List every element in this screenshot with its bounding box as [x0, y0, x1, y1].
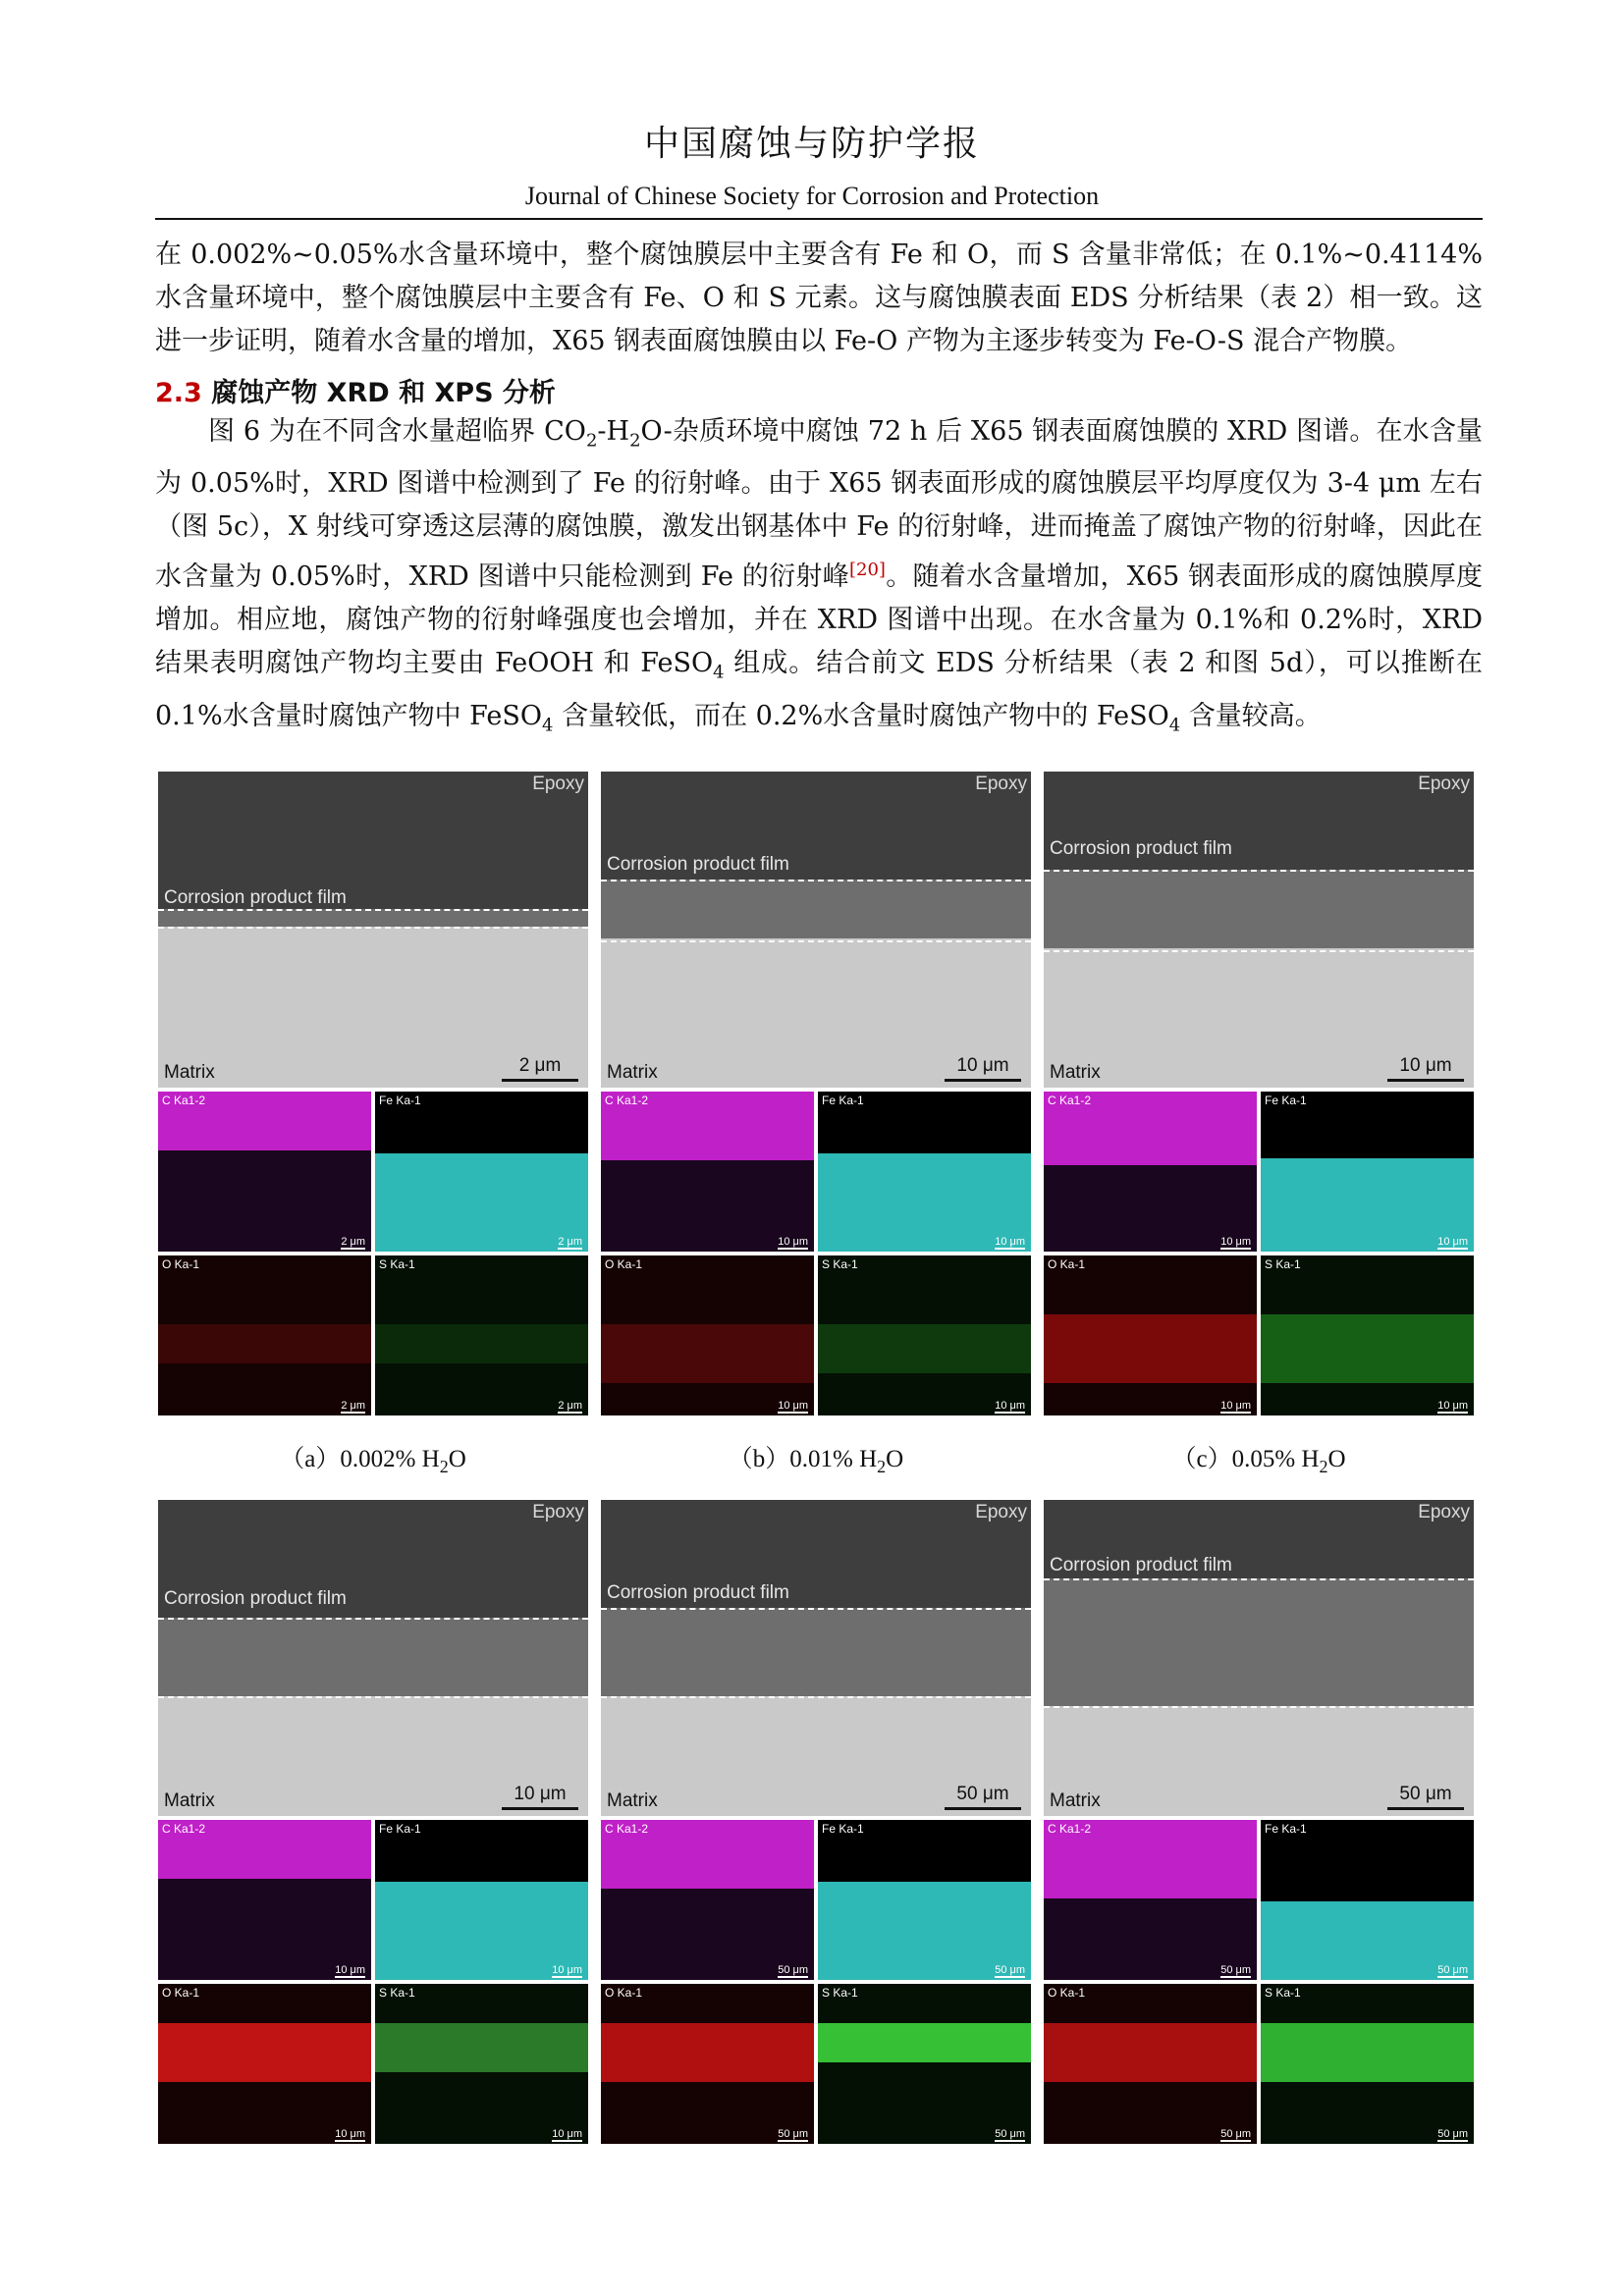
film-region	[158, 909, 588, 927]
matrix-label: Matrix	[607, 1790, 658, 1811]
film-label: Corrosion product film	[1050, 1555, 1232, 1575]
eds-maps	[158, 1820, 588, 2144]
eds-map-carbon: C Ka1-2 50 μm	[1044, 1820, 1257, 1980]
section-number: 2.3	[155, 378, 202, 408]
figure-panel-caption: （b）0.01% $H_2O$	[728, 1446, 904, 1476]
eds-map-iron: Fe Ka-1 2 μm	[375, 1092, 588, 1252]
paragraph-1: 在 0.002%~0.05%水含量环境中，整个腐蚀膜层中主要含有 Fe 和 O，而 S 含量非常低；在 0.1%~0.4114%水含量环境中，整个腐蚀膜层中主要含有 Fe、O 和 S 元素。这与腐蚀膜表面 EDS 分析结果（表 2）相一致。这进一步证明，随着水含量的增加，X65 钢表面腐蚀膜由以 Fe-O 产物为主逐步转变为 Fe-O-S 混合产物膜。	[155, 240, 1483, 356]
scale-bar: 10 μm	[945, 1055, 1021, 1082]
sem-cross-section-image	[601, 1500, 1031, 1816]
eds-map-sulfur: S Ka-1 50 μm	[1261, 1984, 1474, 2144]
film-boundary-top	[1044, 1578, 1474, 1580]
eds-maps	[1044, 1820, 1474, 2144]
eds-map-oxygen: O Ka-1 10 μm	[1044, 1255, 1257, 1415]
film-boundary-top	[601, 880, 1031, 881]
figure-panel	[158, 772, 588, 1415]
matrix-label: Matrix	[607, 1062, 658, 1083]
film-boundary-bottom	[1044, 950, 1474, 952]
eds-map-carbon: C Ka1-2 2 μm	[158, 1092, 371, 1252]
film-label: Corrosion product film	[164, 887, 347, 908]
eds-map-sulfur: S Ka-1 2 μm	[375, 1255, 588, 1415]
scale-bar: 10 μm	[1387, 1055, 1464, 1082]
figure-panel	[601, 772, 1031, 1415]
film-region	[1044, 870, 1474, 948]
eds-map-carbon: C Ka1-2 10 μm	[158, 1820, 371, 1980]
epoxy-label: Epoxy	[532, 1502, 584, 1522]
sem-cross-section-image	[158, 772, 588, 1088]
film-label: Corrosion product film	[607, 1582, 789, 1603]
eds-maps	[601, 1820, 1031, 2144]
eds-map-oxygen: O Ka-1 10 μm	[601, 1255, 814, 1415]
film-boundary-bottom	[601, 940, 1031, 942]
film-region	[1044, 1578, 1474, 1706]
film-boundary-top	[158, 909, 588, 911]
eds-map-sulfur: S Ka-1 50 μm	[818, 1984, 1031, 2144]
eds-map-carbon: C Ka1-2 10 μm	[601, 1092, 814, 1252]
sem-cross-section-image	[158, 1500, 588, 1816]
film-boundary-top	[601, 1608, 1031, 1610]
scale-bar: 50 μm	[945, 1784, 1021, 1810]
film-region	[601, 1608, 1031, 1696]
matrix-label: Matrix	[1050, 1062, 1101, 1083]
epoxy-label: Epoxy	[1418, 1502, 1470, 1522]
figure-panel	[1044, 1500, 1474, 2144]
eds-map-oxygen: O Ka-1 2 μm	[158, 1255, 371, 1415]
eds-map-oxygen: O Ka-1 50 μm	[601, 1984, 814, 2144]
eds-map-sulfur: S Ka-1 10 μm	[1261, 1255, 1474, 1415]
eds-map-carbon: C Ka1-2 50 μm	[601, 1820, 814, 1980]
figure-panel	[158, 1500, 588, 2144]
scale-bar: 2 μm	[502, 1055, 578, 1082]
eds-map-carbon: C Ka1-2 10 μm	[1044, 1092, 1257, 1252]
film-boundary-bottom	[158, 1696, 588, 1698]
eds-map-oxygen: O Ka-1 50 μm	[1044, 1984, 1257, 2144]
sem-cross-section-image	[601, 772, 1031, 1088]
figure-panel	[1044, 772, 1474, 1415]
figure-panel-caption: （a）0.002% $H_2O$	[280, 1446, 466, 1476]
eds-map-iron: Fe Ka-1 10 μm	[1261, 1092, 1474, 1252]
eds-map-iron: Fe Ka-1 50 μm	[1261, 1820, 1474, 1980]
film-region	[158, 1618, 588, 1696]
scale-bar: 50 μm	[1387, 1784, 1464, 1810]
eds-map-sulfur: S Ka-1 10 μm	[818, 1255, 1031, 1415]
paragraph-2: 图 6 为在不同含水量超临界 $CO_2-H_2O-$杂质环境中腐蚀 72 h 后 X65 钢表面腐蚀膜的 XRD 图谱。在水含量为 0.05%时，XRD 图谱中检测到了 Fe 的衍射峰。由于 X65 钢表面形成的腐蚀膜层平均厚度仅为 3-4 μm 左右（图 5c），X 射线可穿透这层薄的腐蚀膜，激发出钢基体中 Fe 的衍射峰，进而掩盖了腐蚀产物的衍射峰，因此在水含量为 0.05%时，XRD 图谱中只能检测到 Fe 的衍射峰[20]。随着水含量增加，X65 钢表面形成的腐蚀膜厚度增加。相应地，腐蚀产物的衍射峰强度也会增加，并在 XRD 图谱中出现。在水含量为 0.1%和 0.2%时，XRD 结果表明腐蚀产物均主要由 FeOOH 和 FeSO$_4$ 组成。结合前文 EDS 分析结果（表 2 和图 5d），可以推断在 0.1%水含量时腐蚀产物中 FeSO$_4$ 含量较低，而在 0.2%水含量时腐蚀产物中的 FeSO$_4$ 含量较高。	[155, 416, 1483, 736]
film-boundary-top	[1044, 870, 1474, 872]
eds-map-oxygen: O Ka-1 10 μm	[158, 1984, 371, 2144]
scale-bar: 10 μm	[502, 1784, 578, 1810]
film-boundary-bottom	[158, 927, 588, 929]
eds-maps	[158, 1092, 588, 1415]
header-rule	[155, 218, 1483, 220]
film-boundary-bottom	[1044, 1706, 1474, 1708]
eds-map-sulfur: S Ka-1 10 μm	[375, 1984, 588, 2144]
film-label: Corrosion product film	[1050, 838, 1232, 859]
eds-map-iron: Fe Ka-1 10 μm	[375, 1820, 588, 1980]
journal-subtitle: Journal of Chinese Society for Corrosion and Protection	[524, 182, 1100, 210]
figure-panel-caption: （c）0.05% $H_2O$	[1171, 1446, 1346, 1476]
epoxy-label: Epoxy	[1418, 774, 1470, 794]
epoxy-label: Epoxy	[532, 774, 584, 794]
matrix-label: Matrix	[1050, 1790, 1101, 1811]
film-boundary-top	[158, 1618, 588, 1620]
eds-maps	[601, 1092, 1031, 1415]
section-title: 腐蚀产物 XRD 和 XPS 分析	[211, 378, 556, 408]
section-heading	[155, 371, 556, 409]
eds-map-iron: Fe Ka-1 50 μm	[818, 1820, 1031, 1980]
epoxy-label: Epoxy	[975, 1502, 1027, 1522]
eds-maps	[1044, 1092, 1474, 1415]
figure-panel	[601, 1500, 1031, 2144]
film-boundary-bottom	[601, 1696, 1031, 1698]
reference-link[interactable]: [20]	[848, 560, 886, 581]
sem-cross-section-image	[1044, 1500, 1474, 1816]
matrix-label: Matrix	[164, 1062, 215, 1083]
matrix-label: Matrix	[164, 1790, 215, 1811]
sem-cross-section-image	[1044, 772, 1474, 1088]
journal-title: 中国腐蚀与防护学报	[643, 124, 980, 164]
film-label: Corrosion product film	[164, 1588, 347, 1609]
eds-map-iron: Fe Ka-1 10 μm	[818, 1092, 1031, 1252]
film-label: Corrosion product film	[607, 854, 789, 875]
film-region	[601, 880, 1031, 938]
epoxy-label: Epoxy	[975, 774, 1027, 794]
